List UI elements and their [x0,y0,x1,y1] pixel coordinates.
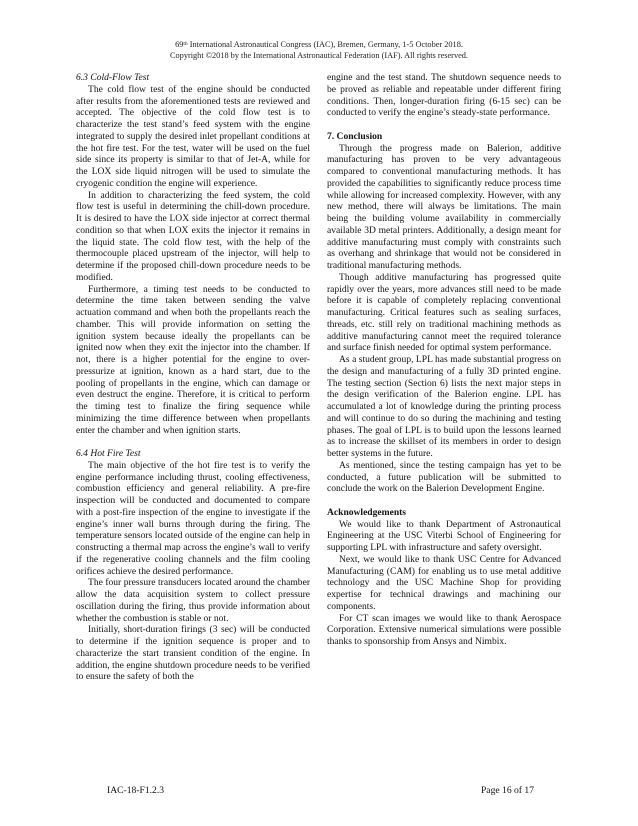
paragraph: We would like to thank Department of Astronautical Engineering at the USC Viterbi School of Engineering for supporting LPL with infrastructure and safety oversight. [327,518,561,553]
footer-paper-id: IAC-18-F1.2.3 [107,785,165,796]
left-column [76,72,310,683]
paragraph: The main objective of the hot fire test is to verify the engine performance including thrust, cooling effectiveness, combustion efficiency and general reliability. A pre-fire inspection will be conducted and documented to compare with a post-fire inspection of the engine to investigate if the engine’s inner wall burns through during the firing. The temperature sensors located outside of the engine can help in constructing a thermal map across the engine’s wall to verify if the regenerative cooling channels and the film cooling orifices achieve the desired performance. [76,459,310,577]
paragraph: The four pressure transducers located around the chamber allow the data acquisition system to collect pressure oscillation during the firing, thus provide information about whether the combustion is stable or not. [76,577,310,624]
paragraph: As a student group, LPL has made substantial progress on the design and manufacturing of a fully 3D printed engine. The testing section (Section 6) lists the next major steps in the design verification of the Balerion engine. LPL has accumulated a lot of knowledge during the printing process and will continue to do so during the machining and testing phases. The goal of LPL is to build upon the lessons learned as to increase the skillset of its members in order to design better systems in the future. [327,354,561,459]
page-header [0,40,638,61]
section-heading-cold-flow: 6.3 Cold-Flow Test [76,72,150,83]
header-line-1: 69th International Astronautical Congress (IAC), Bremen, Germany, 1-5 October 2018. [175,40,463,49]
paragraph: Through the progress made on Balerion, additive manufacturing has proven to be very advantageous compared to conventional manufacturing methods. It has provided the capabilities to significantly reduce process time while allowing for increased complexity. However, with any new method, there will always be limitations. The main being the building volume availability in commercially available 3D metal printers. Additionally, a design meant for additive manufacturing must comply with constraints such as overhang and shrinkage that would not be considered in traditional manufacturing methods. [327,142,561,271]
paragraph: In addition to characterizing the feed system, the cold flow test is useful in determining the chill-down procedure. It is desired to have the LOX side injector at correct thermal condition so that when LOX exits the injector it remains in the liquid state. The cold flow test, with the help of the thermocouple placed upstream of the injector, will help to determine if the proposed chill-down procedure needs to be modified. [76,189,310,283]
paragraph: The cold flow test of the engine should be conducted after results from the aforementioned tests are reviewed and accepted. The objective of the cold flow test is to characterize the test stand’s feed system with the engine integrated to supply the desired inlet propellant conditions at the hot fire test. For the test, water will be used on the fuel side since its property is similar to that of Jet-A, while for the LOX side liquid nitrogen will be used to simulate the cryogenic condition the engine will experience. [76,83,310,189]
section-heading-conclusion: 7. Conclusion [327,130,383,142]
paragraph-continued: engine and the test stand. The shutdown sequence needs to be proved as reliable and repeatable under different firing conditions. Then, longer-duration firing (6-15 sec) can be conducted to verify the engine’s steady-state performance. [327,72,561,119]
footer-page-number: Page 16 of 17 [480,785,534,796]
right-column [327,72,561,648]
paragraph: Next, we would like to thank USC Centre for Advanced Manufacturing (CAM) for enabling us to use metal additive technology and the USC Machine Shop for providing expertise for technical drawings and machining our components. [327,553,561,612]
section-heading-hot-fire: 6.4 Hot Fire Test [76,448,141,459]
paragraph: Furthermore, a timing test needs to be conducted to determine the time taken between sending the valve actuation command and when both the propellants reach the chamber. This will provide information on setting the ignition system because ideally the propellants can be ignited now when they exit the injector into the chamber. If not, there is a higher potential for the engine to over-pressurize at ignition, known as a hard start, due to the pooling of propellants in the engine, which can damage or even destruct the engine. Therefore, it is critical to perform the timing test to finalize the firing sequence while minimizing the time difference between when propellants enter the chamber and when ignition starts. [76,283,310,436]
paragraph: Initially, short-duration firings (3 sec) will be conducted to determine if the ignition sequence is proper and to characterize the start transient condition of the engine. In addition, the engine shutdown procedure needs to be verified to ensure the safety of both the [76,624,310,683]
paragraph: Though additive manufacturing has progressed quite rapidly over the years, more advances still need to be made before it is capable of completely replacing conventional manufacturing. Critical features such as sealing surfaces, threads, etc. still rely on traditional machining methods as additive manufacturing cannot meet the required tolerance and surface finish needed for optimal system performance. [327,271,561,354]
paragraph: For CT scan images we would like to thank Aerospace Corporation. Extensive numerical simulations were possible thanks to sponsorship from Ansys and Nimbix. [327,612,561,647]
section-heading-acknowledgements: Acknowledgements [327,506,407,518]
header-line-2: Copyright ©2018 by the International Astronautical Federation (IAF). All rights reserved. [169,50,468,60]
paragraph: As mentioned, since the testing campaign has yet to be conducted, a future publication will be submitted to conclude the work on the Balerion Development Engine. [327,459,561,495]
